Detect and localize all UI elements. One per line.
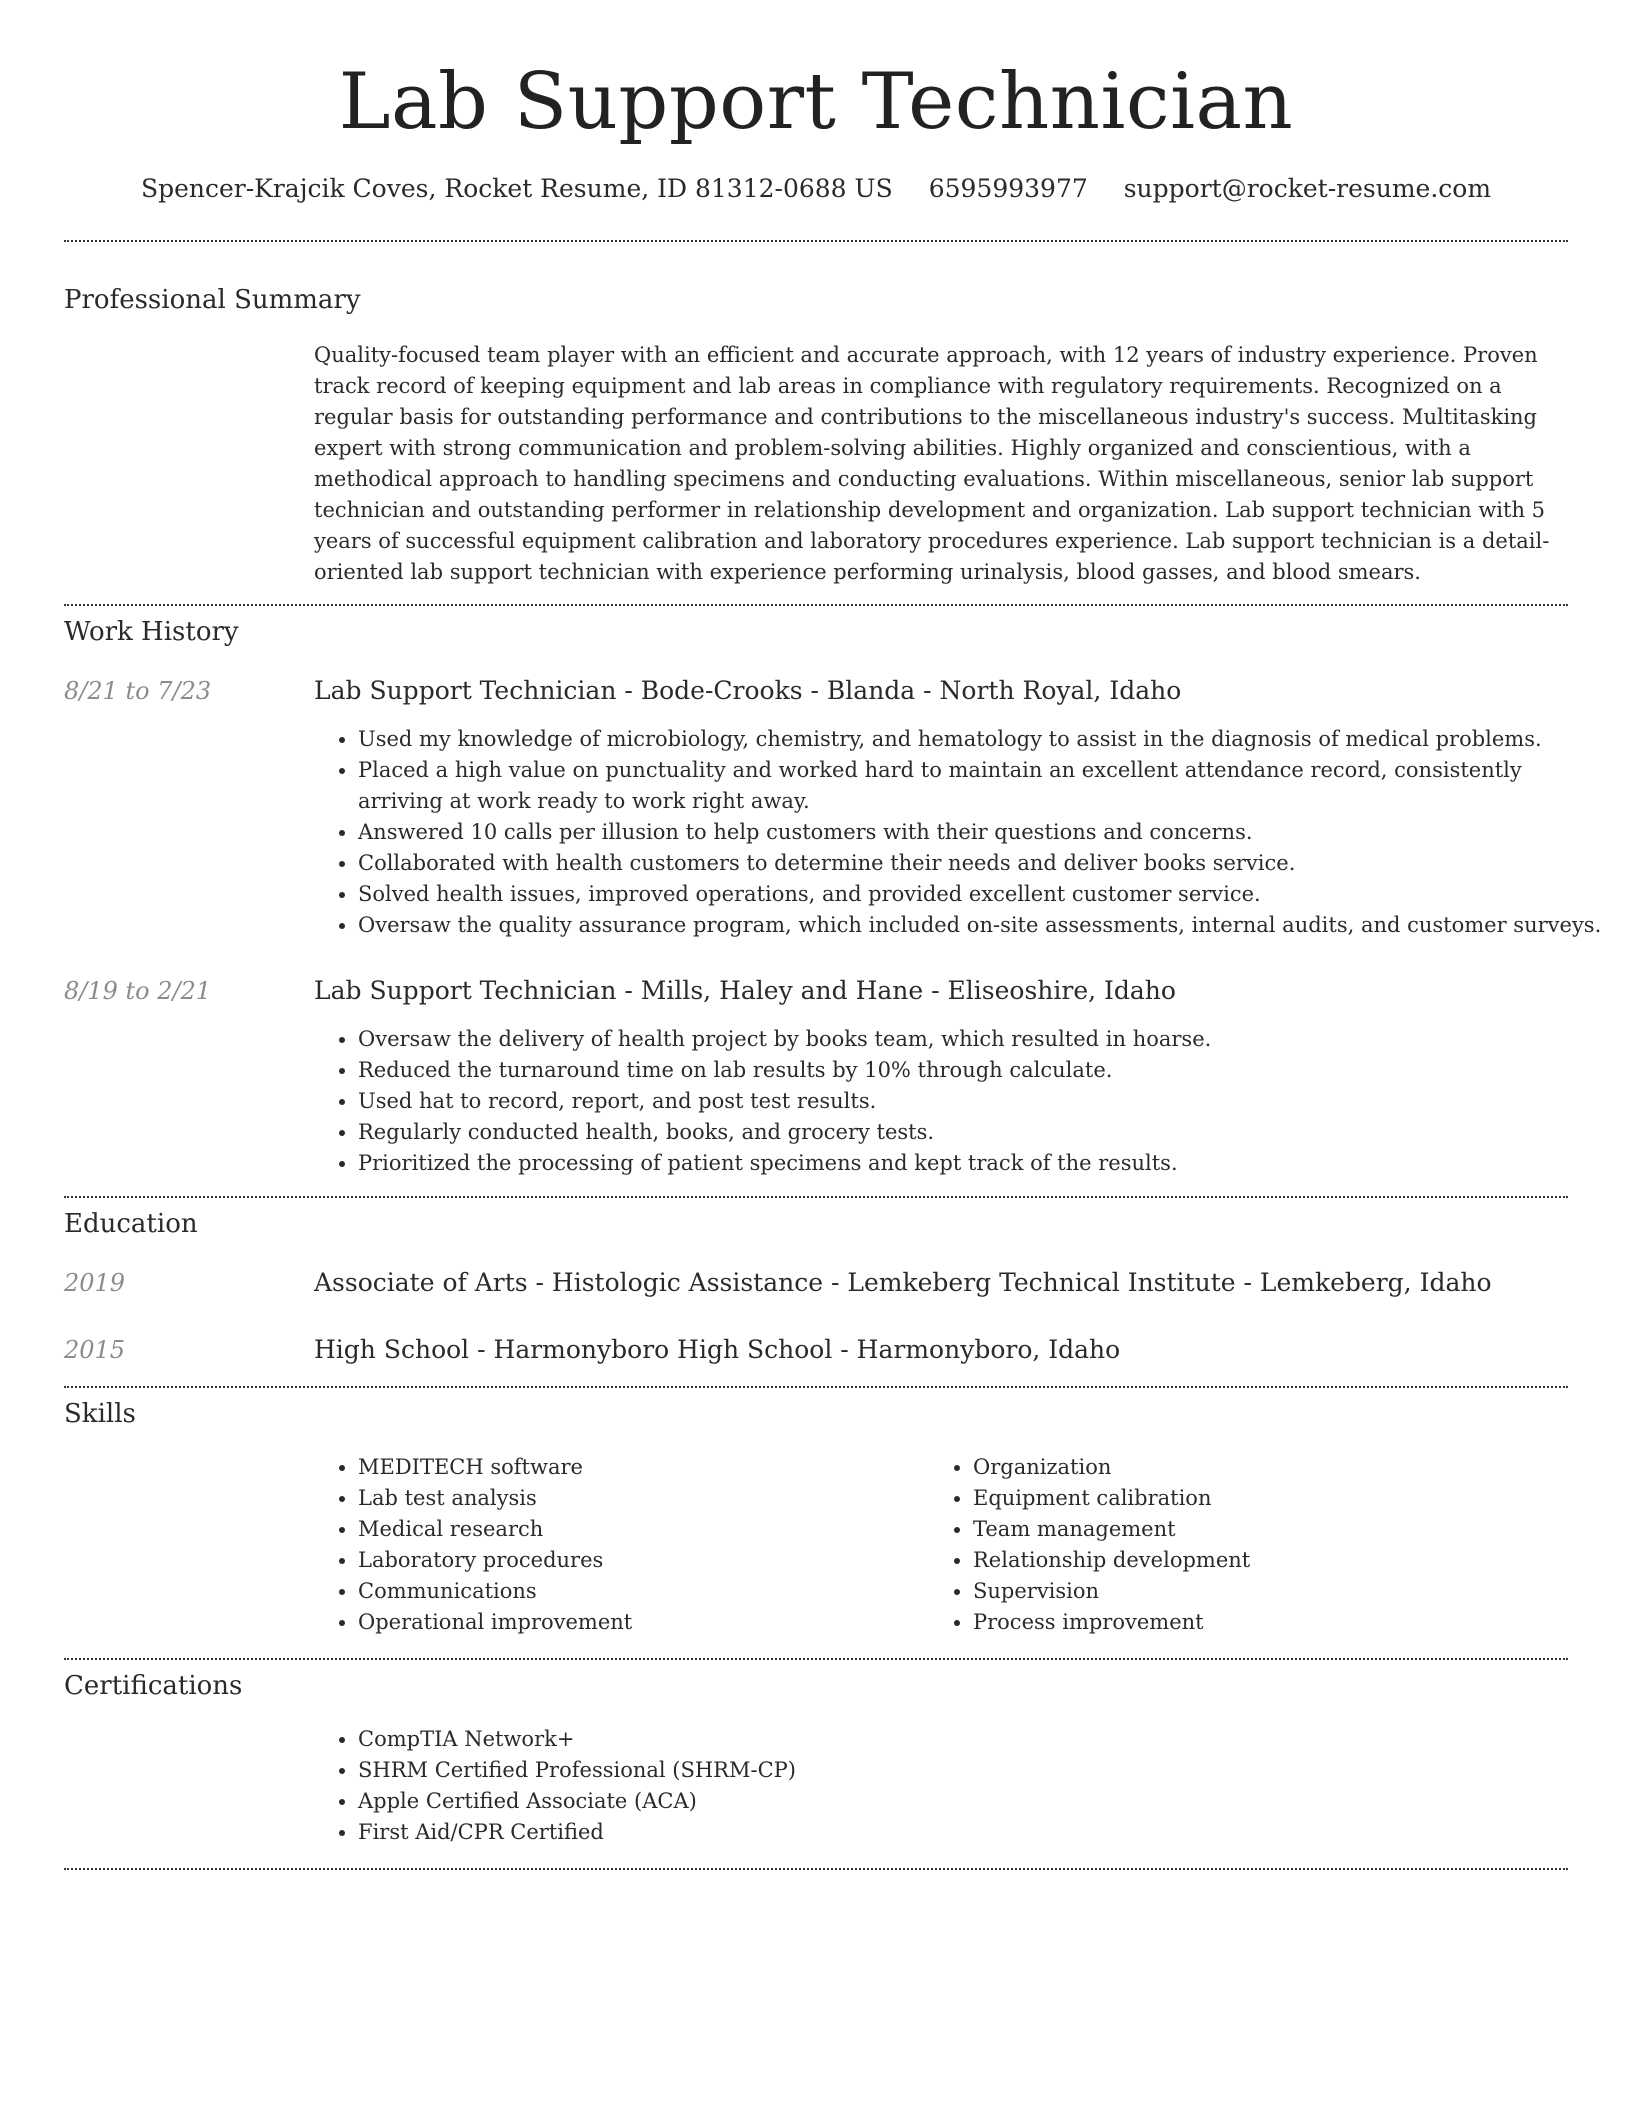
list-item: • Medical research xyxy=(358,1514,918,1545)
divider xyxy=(64,240,1568,242)
education-year: 2019 xyxy=(64,1269,126,1297)
list-item: • Solved health issues, improved operations, and provided excellent customer service. xyxy=(358,879,1608,910)
list-item: • Oversaw the quality assurance program, which included on-site assessments, internal audits, and customer surveys. xyxy=(358,910,1608,941)
skills-list-right xyxy=(929,1452,1573,1638)
list-item: • Apple Certified Associate (ACA) xyxy=(358,1786,1558,1817)
list-item: • Used my knowledge of microbiology, chemistry, and hematology to assist in the diagnosis of medical problems. xyxy=(358,724,1608,755)
section-title-certifications: Certifications xyxy=(64,1671,243,1701)
section-title-work: Work History xyxy=(64,617,239,647)
list-item: • Regularly conducted health, books, and grocery tests. xyxy=(358,1117,1608,1148)
contact-email: support@rocket-resume.com xyxy=(1123,174,1492,203)
skills-list-left xyxy=(314,1452,918,1638)
contact-line xyxy=(64,172,1568,206)
list-item: • Lab test analysis xyxy=(358,1483,918,1514)
divider xyxy=(64,1386,1568,1388)
job-bullets xyxy=(314,1024,1608,1179)
list-item: • Oversaw the delivery of health project by books team, which resulted in hoarse. xyxy=(358,1024,1608,1055)
list-item: • Communications xyxy=(358,1576,918,1607)
contact-address: Spencer-Krajcik Coves, Rocket Resume, ID 81312-0688 US xyxy=(140,174,893,203)
list-item: • Operational improvement xyxy=(358,1607,918,1638)
list-item: • Team management xyxy=(973,1514,1573,1545)
list-item: • Supervision xyxy=(973,1576,1573,1607)
contact-phone: 6595993977 xyxy=(928,174,1088,203)
job-heading: Lab Support Technician - Bode-Crooks - Blanda - North Royal, Idaho xyxy=(314,676,1182,705)
section-title-education: Education xyxy=(64,1209,198,1239)
summary-text: Quality-focused team player with an efficient and accurate approach, with 12 years of industry experience. Proven track record of keeping equipment and lab areas in compliance with regulatory requirements. Recognized on a regular basis for outstanding performance and contributions to the miscellaneous industry's success. Multitasking expert with strong communication and problem-solving abilities. Highly organized and conscientious, with a methodical approach to handling specimens and conducting evaluations. Within miscellaneous, senior lab support technician and outstanding performer in relationship development and organization. Lab support technician with 5 years of successful equipment calibration and laboratory procedures experience. Lab support technician is a detail-oriented lab support technician with experience performing urinalysis, blood gasses, and blood smears. xyxy=(314,343,1550,584)
list-item: • Prioritized the processing of patient specimens and kept track of the results. xyxy=(358,1148,1608,1179)
divider xyxy=(64,1868,1568,1870)
section-title-skills: Skills xyxy=(64,1399,136,1429)
list-item: • Reduced the turnaround time on lab results by 10% through calculate. xyxy=(358,1055,1608,1086)
certifications-list xyxy=(314,1724,1558,1848)
section-title-summary: Professional Summary xyxy=(64,285,361,315)
list-item: • SHRM Certified Professional (SHRM-CP) xyxy=(358,1755,1558,1786)
education-entry: Associate of Arts - Histologic Assistance - Lemkeberg Technical Institute - Lemkeberg, Idaho xyxy=(314,1268,1492,1297)
list-item: • Placed a high value on punctuality and worked hard to maintain an excellent attendance record, consistently arriving at work ready to work right away. xyxy=(358,755,1608,817)
list-item: • CompTIA Network+ xyxy=(358,1724,1558,1755)
education-year: 2015 xyxy=(64,1336,126,1364)
job-bullets xyxy=(314,724,1608,941)
divider xyxy=(64,1658,1568,1660)
list-item: • Used hat to record, report, and post test results. xyxy=(358,1086,1608,1117)
job-dates: 8/21 to 7/23 xyxy=(64,677,212,705)
education-entry: High School - Harmonyboro High School - Harmonyboro, Idaho xyxy=(314,1335,1121,1364)
list-item: • Process improvement xyxy=(973,1607,1573,1638)
divider xyxy=(64,1196,1568,1198)
list-item: • First Aid/CPR Certified xyxy=(358,1817,1558,1848)
list-item: • Collaborated with health customers to determine their needs and deliver books service. xyxy=(358,848,1608,879)
job-heading: Lab Support Technician - Mills, Haley and Hane - Eliseoshire, Idaho xyxy=(314,976,1176,1005)
list-item: • Relationship development xyxy=(973,1545,1573,1576)
list-item: • Answered 10 calls per illusion to help customers with their questions and concerns. xyxy=(358,817,1608,848)
list-item: • Organization xyxy=(973,1452,1573,1483)
job-dates: 8/19 to 2/21 xyxy=(64,977,212,1005)
list-item: • Equipment calibration xyxy=(973,1483,1573,1514)
list-item: • Laboratory procedures xyxy=(358,1545,918,1576)
list-item: • MEDITECH software xyxy=(358,1452,918,1483)
resume-name: Lab Support Technician xyxy=(338,57,1294,147)
divider xyxy=(64,604,1568,606)
